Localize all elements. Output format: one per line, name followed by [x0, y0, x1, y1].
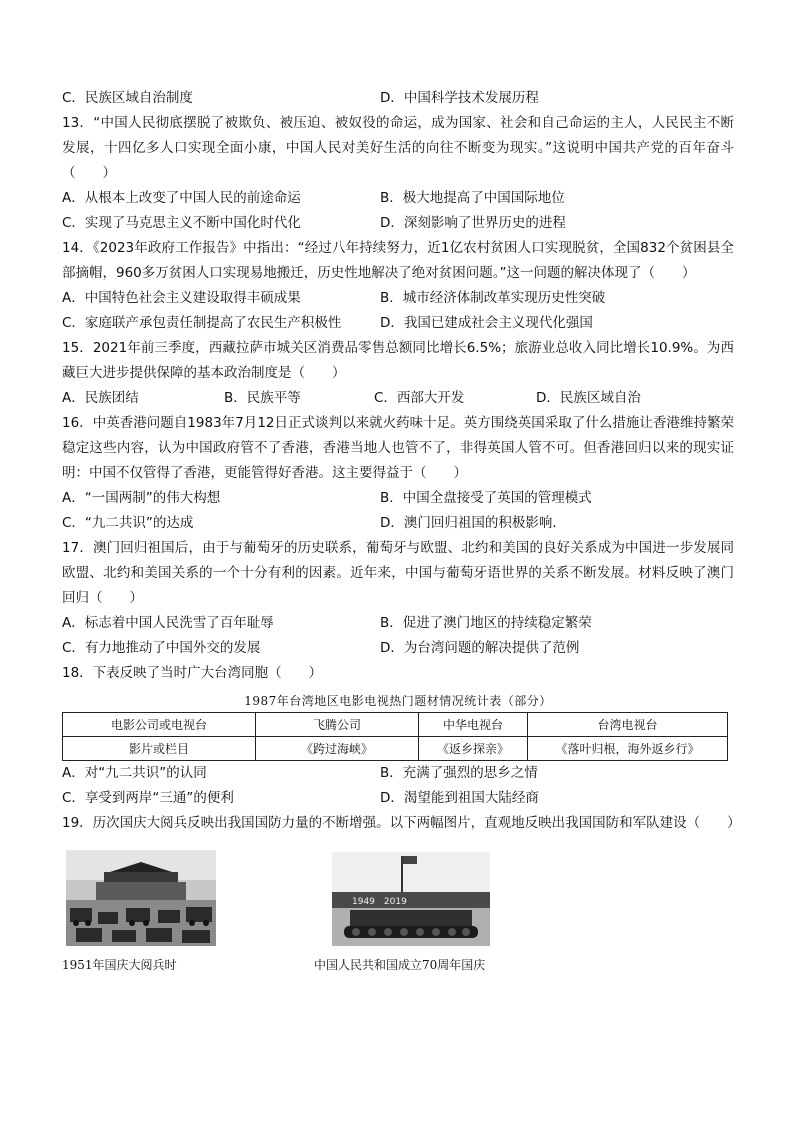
q18-table: [62, 712, 728, 761]
q16-options-row1: [62, 486, 734, 511]
q16-option-b[interactable]: B．中国全盘接受了英国的管理模式: [380, 490, 592, 506]
photo2-label: 中国人民共和国成立70周年国庆: [314, 958, 486, 972]
q13-option-d[interactable]: D．深刻影响了世界历史的进程: [380, 215, 566, 231]
q12-option-d[interactable]: D．中国科学技术发展历程: [380, 90, 539, 106]
q17-option-d[interactable]: D．为台湾问题的解决提供了范例: [380, 640, 580, 656]
q17-option-a[interactable]: A．标志着中国人民洗雪了百年耻辱: [62, 615, 274, 631]
exam-page: [62, 86, 741, 984]
q18-option-c[interactable]: C．享受到两岸“三通”的便利: [62, 790, 234, 806]
q15-option-b[interactable]: B．民族平等: [224, 390, 301, 406]
q15-option-d[interactable]: D．民族区域自治: [536, 390, 641, 406]
q13-options-row2: [62, 211, 734, 236]
q17-stem: 17．澳门回归祖国后，由于与葡萄牙的历史联系，葡萄牙与欧盟、北约和美国的良好关系成为中国进一步发展同欧盟、北约和美国关系的一个十分有利的因素。近年来，中国与葡萄牙语世界的关系不断发展。材料反映了澳门回归（ ）: [62, 540, 734, 606]
q16-option-c[interactable]: C．“九二共识”的达成: [62, 515, 194, 531]
table-cell: 《跨过海峡》: [256, 737, 419, 761]
q17-option-b[interactable]: B．促进了澳门地区的持续稳定繁荣: [380, 615, 592, 631]
q13-option-b[interactable]: B．极大地提高了中国国际地位: [380, 190, 565, 206]
q15-option-a[interactable]: A．民族团结: [62, 390, 139, 406]
q14-option-d[interactable]: D．我国已建成社会主义现代化强国: [380, 315, 593, 331]
q18-option-b[interactable]: B．充满了强烈的思乡之情: [380, 765, 538, 781]
q12-options: [62, 86, 734, 111]
q13-option-a[interactable]: A．从根本上改变了中国人民的前途命运: [62, 190, 301, 206]
table-row: [63, 713, 728, 737]
table-cell: 台湾电视台: [528, 713, 728, 737]
q17-option-c[interactable]: C．有力地推动了中国外交的发展: [62, 640, 261, 656]
q18-options-row1: [62, 761, 734, 786]
q13-option-c[interactable]: C．实现了马克思主义不断中国化时代化: [62, 215, 301, 231]
table-cell: 《落叶归根，海外返乡行》: [528, 737, 728, 761]
q18-option-a[interactable]: A．对“九二共识”的认同: [62, 765, 207, 781]
q15-option-c[interactable]: C．西部大开发: [374, 390, 465, 406]
years-banner: 1949 2019: [352, 897, 407, 907]
q14-option-a[interactable]: A．中国特色社会主义建设取得丰硕成果: [62, 290, 301, 306]
q19-photos: [62, 844, 734, 984]
q13-options-row1: [62, 186, 734, 211]
q13-stem: 13．“中国人民彻底摆脱了被欺负、被压迫、被奴役的命运，成为国家、社会和自己命运的主人，人民民主不断发展，十四亿多人口实现全面小康，中国人民对美好生活的向往不断变为现实。”这说明中国共产党的百年奋斗（ ）: [62, 115, 734, 181]
table-row: [63, 737, 728, 761]
q14-options-row1: [62, 286, 734, 311]
table-cell: 影片或栏目: [63, 737, 256, 761]
table-cell: 中华电视台: [419, 713, 528, 737]
q18-stem: 18．下表反映了当时广大台湾同胞（ ）: [62, 665, 323, 681]
q19-stem: 19．历次国庆大阅兵反映出我国国防力量的不断增强。以下两幅图片，直观地反映出我国国防和军队建设（ ）: [62, 815, 741, 831]
q15-options: [62, 386, 734, 411]
q18-table-caption: 1987年台湾地区电影电视热门题材情况统计表（部分）: [244, 694, 552, 708]
q18-options-row2: [62, 786, 734, 811]
q14-option-c[interactable]: C．家庭联产承包责任制提高了农民生产积极性: [62, 315, 342, 331]
q16-stem: 16．中英香港问题自1983年7月12日正式谈判以来就火药味十足。英方围绕英国采取了什么措施让香港维持繁荣稳定这些内容，认为中国政府管不了香港，香港当地人也管不了，非得英国人管不可。但香港回归以来的现实证明：中国不仅管得了香港，更能管得好香港。这主要得益于（ ）: [62, 415, 734, 481]
q14-options-row2: [62, 311, 734, 336]
parade-1951-photo: [66, 850, 216, 946]
table-cell: 飞腾公司: [256, 713, 419, 737]
parade-2019-photo: [332, 852, 490, 946]
q17-options-row2: [62, 636, 734, 661]
q18-option-d[interactable]: D．渴望能到祖国大陆经商: [380, 790, 539, 806]
q16-options-row2: [62, 511, 734, 536]
q12-option-c[interactable]: C．民族区域自治制度: [62, 90, 193, 106]
q16-option-d[interactable]: D．澳门回归祖国的积极影响.: [380, 515, 557, 531]
table-cell: 《返乡探亲》: [419, 737, 528, 761]
photo1-label: 1951年国庆大阅兵时: [62, 958, 177, 972]
q16-option-a[interactable]: A．“一国两制”的伟大构想: [62, 490, 221, 506]
q17-options-row1: [62, 611, 734, 636]
q14-stem: 14．《2023年政府工作报告》中指出：“经过八年持续努力，近1亿农村贫困人口实现脱贫，全国832个贫困县全部摘帽，960多万贫困人口实现易地搬迁，历史性地解决了绝对贫困问题。”这一问题的解决体现了（ ）: [62, 240, 734, 281]
q15-stem: 15．2021年前三季度，西藏拉萨市城关区消费品零售总额同比增长6.5%；旅游业总收入同比增长10.9%。为西藏巨大进步提供保障的基本政治制度是（ ）: [62, 340, 734, 381]
table-cell: 电影公司或电视台: [63, 713, 256, 737]
q14-option-b[interactable]: B．城市经济体制改革实现历史性突破: [380, 290, 606, 306]
